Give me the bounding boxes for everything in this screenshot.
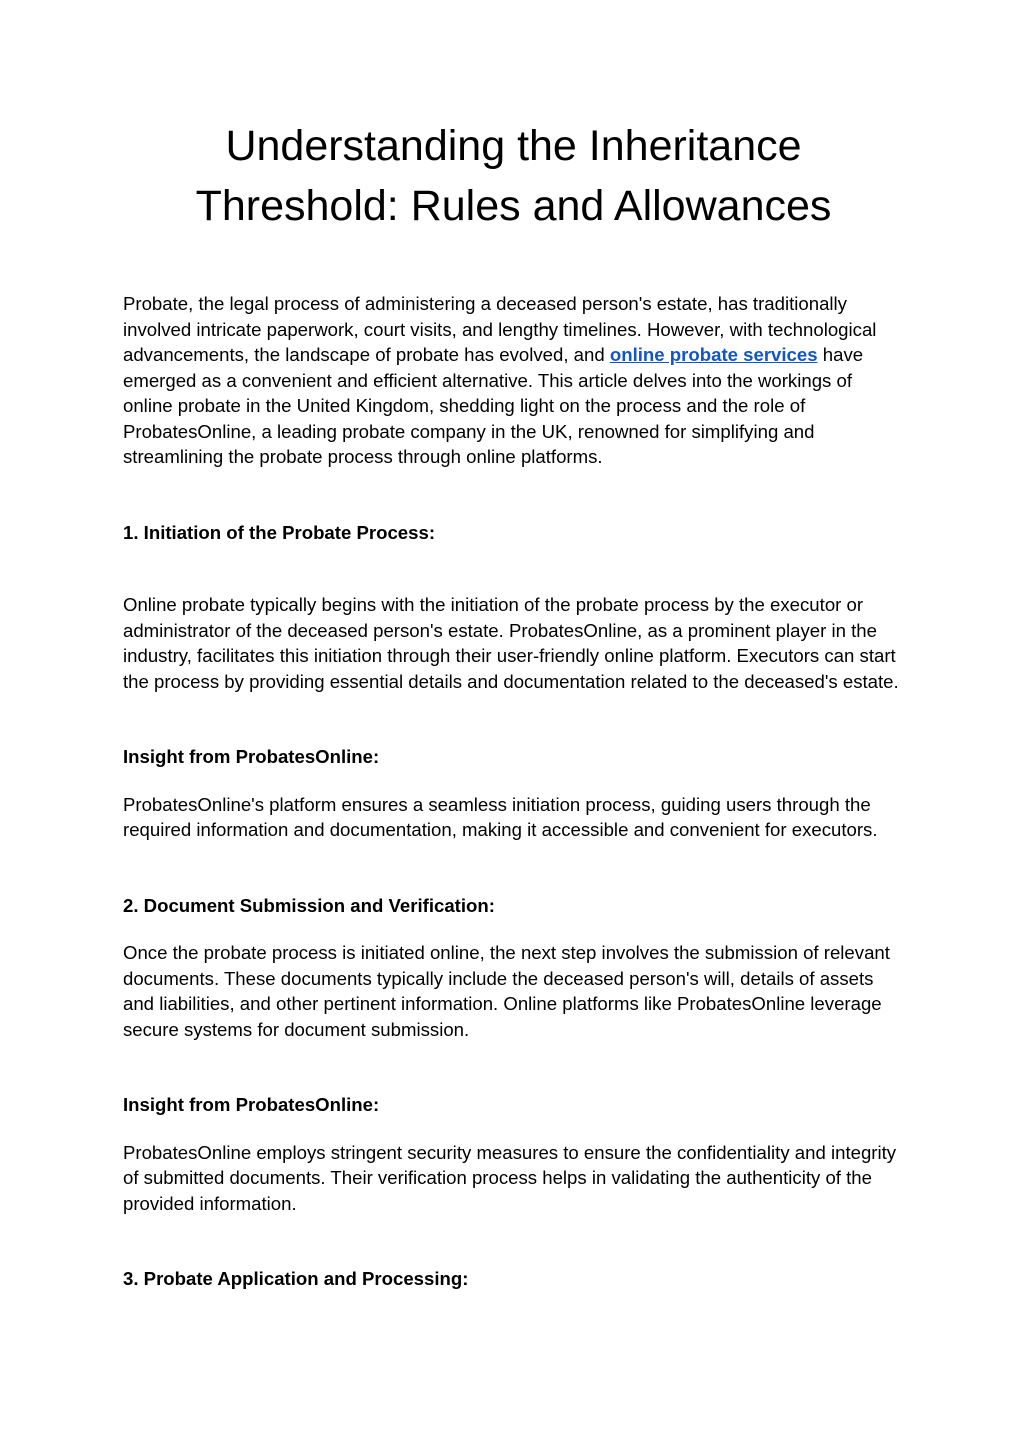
section-2-heading: 2. Document Submission and Verification: bbox=[123, 894, 495, 916]
insight-1-paragraph: ProbatesOnline's platform ensures a seamless initiation process, guiding users through the required information and documentation, making it accessible and convenient for executors. bbox=[123, 793, 878, 840]
insight-1-heading: Insight from ProbatesOnline: bbox=[123, 746, 380, 767]
online-probate-services-link[interactable]: online probate services bbox=[609, 344, 818, 365]
section-1-heading: 1. Initiation of the Probate Process: bbox=[123, 521, 436, 543]
insight-2-paragraph: ProbatesOnline employs stringent security measures to ensure the confidentiality and integrity of submitted documents. Their verification process helps in validating the authenticity of the provided information. bbox=[123, 1141, 897, 1214]
intro-text-before-link: Probate, the legal process of administering a deceased person's estate, has traditionally involved intricate paperwork, court visits, and lengthy timelines. However, with technological advancements, the landscape of probate has evolved, and bbox=[123, 293, 877, 365]
section-3-heading: 3. Probate Application and Processing: bbox=[123, 1268, 469, 1289]
insight-2-heading: Insight from ProbatesOnline: bbox=[123, 1094, 380, 1115]
section-2-paragraph: Once the probate process is initiated online, the next step involves the submission of relevant documents. These documents typically include the deceased person's will, details of assets and liabilities, and other pertinent information. Online platforms like ProbatesOnline leverage secure systems for document submission. bbox=[123, 942, 890, 1040]
section-3-probate-application bbox=[123, 1266, 904, 1292]
intro-paragraph bbox=[123, 291, 904, 470]
section-1-paragraph: Online probate typically begins with the initiation of the probate process by the executor or administrator of the deceased person's estate. ProbatesOnline, as a prominent player in the industry, facilitates this initiation through their user-friendly online platform. Executors can start the process by providing essential details and documentation related to the deceased's estate. bbox=[123, 594, 899, 692]
section-insight-2 bbox=[123, 1092, 904, 1216]
section-1-initiation bbox=[123, 520, 904, 695]
document-title bbox=[123, 116, 904, 236]
document-title-line-2: Threshold: Rules and Allowances bbox=[195, 182, 832, 230]
section-2-document-submission bbox=[123, 893, 904, 1043]
section-insight-1 bbox=[123, 744, 904, 843]
document-title-line-1: Understanding the Inheritance bbox=[225, 122, 802, 170]
intro-text-after-link: have emerged as a convenient and efficient alternative. This article delves into the workings of online probate in the United Kingdom, shedding light on the process and the role of ProbatesOnline, a leading probate company in the UK, renowned for simplifying and streamlining the probate process through online platforms. bbox=[123, 344, 864, 467]
